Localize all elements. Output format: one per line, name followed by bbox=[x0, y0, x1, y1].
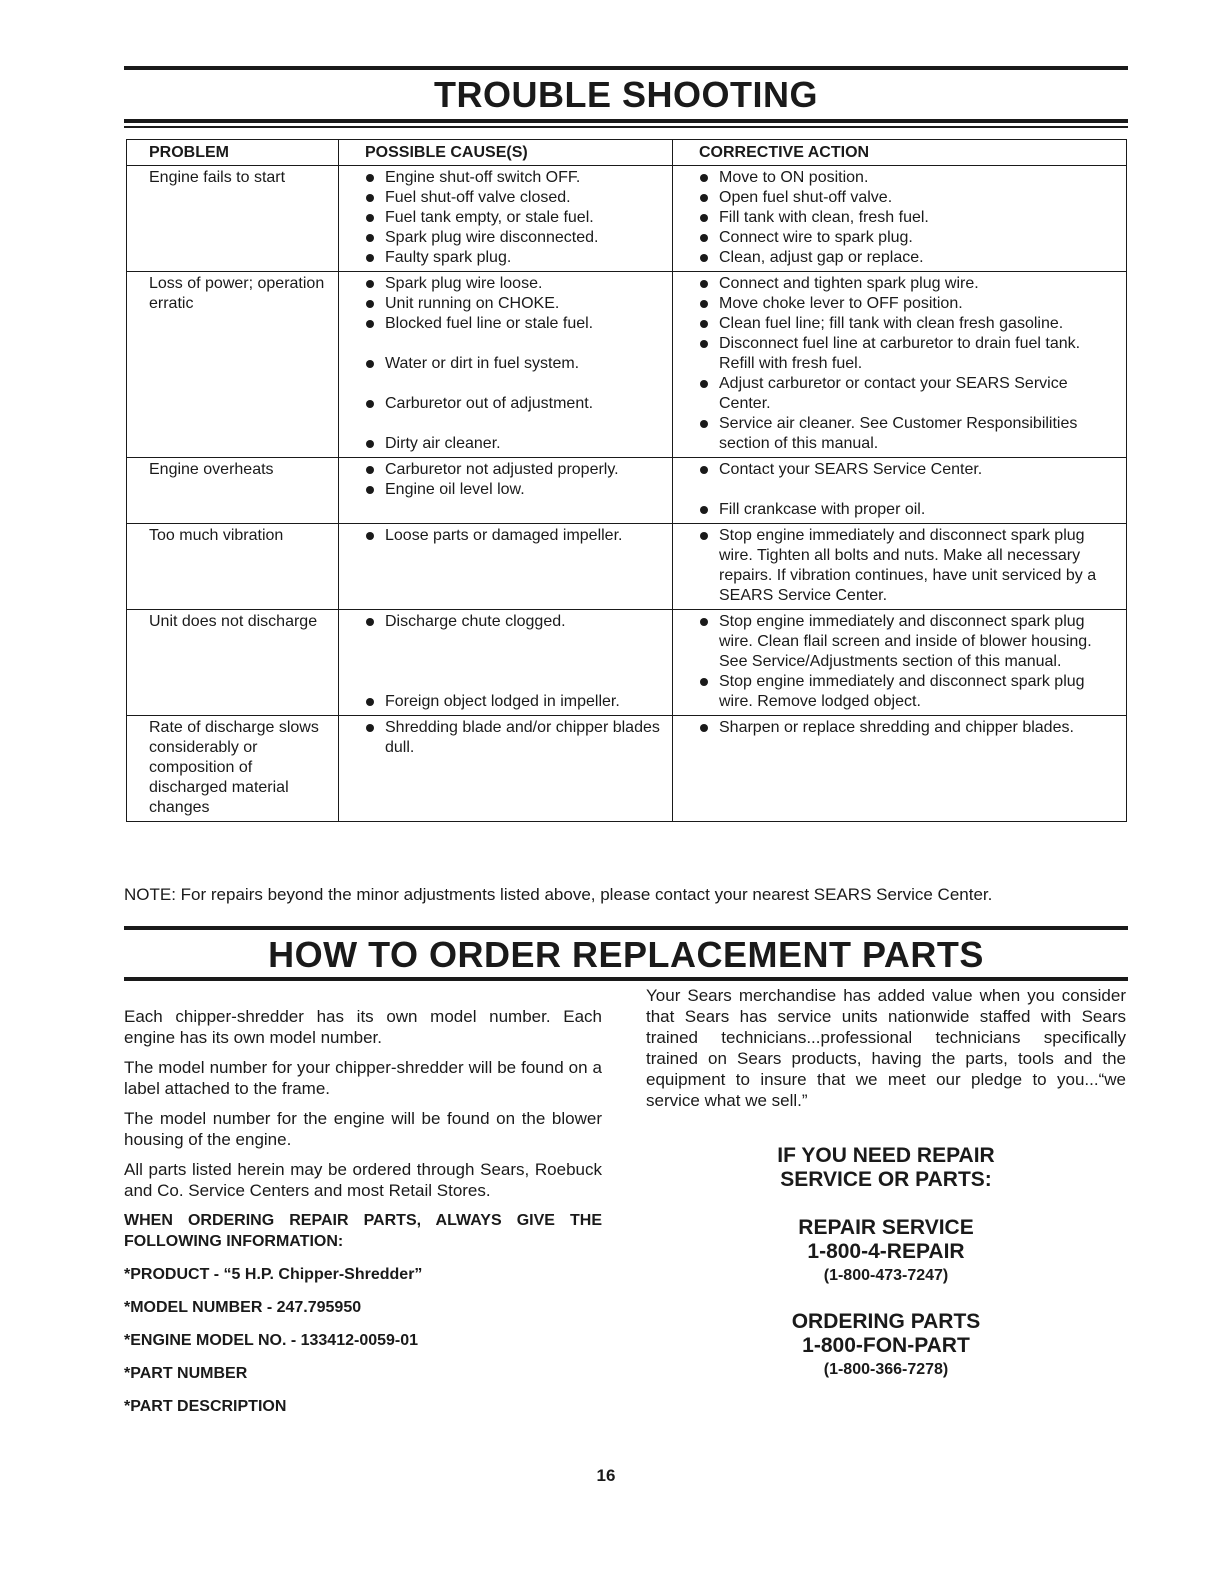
model-label-paragraph: The model number for your chipper-shredder will be found on a label attached to the frame. bbox=[124, 1058, 602, 1098]
page-number: 16 bbox=[596, 1466, 616, 1485]
ts-top-rule bbox=[124, 66, 1128, 70]
actions-cell bbox=[673, 458, 1127, 524]
action-item: Move choke lever to OFF position. bbox=[699, 294, 1120, 314]
ordering-parts-digits: (1-800-366-7278) bbox=[823, 1361, 949, 1378]
ordering-parts-block bbox=[646, 1310, 1126, 1380]
problem-cell: Unit does not discharge bbox=[127, 610, 339, 716]
cause-item: Spark plug wire loose. bbox=[365, 274, 666, 294]
ts-bottom-rule-2 bbox=[124, 126, 1128, 128]
repair-note: NOTE: For repairs beyond the minor adjustments listed above, please contact your nearest SEARS Service Center. bbox=[124, 885, 993, 904]
causes-cell bbox=[339, 458, 673, 524]
cause-item: Blocked fuel line or stale fuel. bbox=[365, 314, 666, 334]
field-part-number: *PART NUMBER bbox=[124, 1365, 248, 1382]
table-row bbox=[127, 524, 1127, 610]
header-possible-causes: POSSIBLE CAUSE(S) bbox=[339, 140, 673, 166]
actions-cell bbox=[673, 610, 1127, 716]
action-item: Clean fuel line; fill tank with clean fresh gasoline. bbox=[699, 314, 1120, 334]
problem-cell: Loss of power; operation erratic bbox=[127, 272, 339, 458]
problem-cell: Engine overheats bbox=[127, 458, 339, 524]
cause-item: Spark plug wire disconnected. bbox=[365, 228, 666, 248]
repair-service-block bbox=[646, 1216, 1126, 1286]
causes-cell bbox=[339, 716, 673, 822]
causes-cell bbox=[339, 524, 673, 610]
action-item: Disconnect fuel line at carburetor to drain fuel tank. Refill with fresh fuel. bbox=[699, 334, 1120, 374]
repair-service-digits: (1-800-473-7247) bbox=[823, 1267, 949, 1284]
action-item: Fill crankcase with proper oil. bbox=[699, 500, 1120, 520]
action-item: Connect wire to spark plug. bbox=[699, 228, 1120, 248]
action-item: Connect and tighten spark plug wire. bbox=[699, 274, 1120, 294]
table-row bbox=[127, 458, 1127, 524]
cause-item: Carburetor not adjusted properly. bbox=[365, 460, 666, 480]
ordering-locations-paragraph: All parts listed herein may be ordered through Sears, Roebuck and Co. Service Centers and most Retail Stores. bbox=[124, 1160, 602, 1200]
op-top-rule bbox=[124, 926, 1128, 930]
troubleshooting-title: TROUBLE SHOOTING bbox=[434, 74, 818, 115]
cause-item: Discharge chute clogged. bbox=[365, 612, 666, 632]
cause-item: Fuel tank empty, or stale fuel. bbox=[365, 208, 666, 228]
action-item: Clean, adjust gap or replace. bbox=[699, 248, 1120, 268]
causes-cell bbox=[339, 272, 673, 458]
ordering-instruction: WHEN ORDERING REPAIR PARTS, ALWAYS GIVE THE FOLLOWING INFORMATION: bbox=[124, 1212, 602, 1250]
problem-cell: Rate of discharge slows considerably or composition of discharged material changes bbox=[127, 716, 339, 822]
action-item: Move to ON position. bbox=[699, 168, 1120, 188]
cause-item: Engine shut-off switch OFF. bbox=[365, 168, 666, 188]
op-bottom-rule bbox=[124, 977, 1128, 981]
action-item: Sharpen or replace shredding and chipper blades. bbox=[699, 718, 1120, 738]
repair-service-number: 1-800-4-REPAIR bbox=[807, 1240, 965, 1263]
repair-heading-line-1: IF YOU NEED REPAIR bbox=[777, 1144, 995, 1167]
actions-cell bbox=[673, 524, 1127, 610]
action-item: Service air cleaner. See Customer Responsibilities section of this manual. bbox=[699, 414, 1120, 454]
actions-cell bbox=[673, 166, 1127, 272]
cause-item: Engine oil level low. bbox=[365, 480, 666, 500]
causes-cell bbox=[339, 166, 673, 272]
table-row bbox=[127, 272, 1127, 458]
sears-service-paragraph: Your Sears merchandise has added value when you consider that Sears has service units nationwide staffed with Sears trained technicians...professional technicians specifically trained on Sears products, having the parts, tools and the equipment to insure that we meet our pledge to you...“we service what we sell.” bbox=[646, 986, 1126, 1110]
table-row bbox=[127, 716, 1127, 822]
ordering-parts-number: 1-800-FON-PART bbox=[802, 1334, 970, 1357]
action-item: Contact your SEARS Service Center. bbox=[699, 460, 1120, 480]
ordering-title: HOW TO ORDER REPLACEMENT PARTS bbox=[268, 934, 984, 975]
table-header-row bbox=[127, 140, 1127, 166]
action-item: Adjust carburetor or contact your SEARS Service Center. bbox=[699, 374, 1120, 414]
repair-service-label: REPAIR SERVICE bbox=[798, 1216, 974, 1239]
cause-item: Dirty air cleaner. bbox=[365, 434, 666, 454]
model-number-paragraph: Each chipper-shredder has its own model number. Each engine has its own model number. bbox=[124, 1007, 602, 1047]
header-problem: PROBLEM bbox=[127, 140, 339, 166]
problem-cell: Engine fails to start bbox=[127, 166, 339, 272]
header-corrective-action: CORRECTIVE ACTION bbox=[673, 140, 1127, 166]
ordering-parts-label: ORDERING PARTS bbox=[791, 1310, 981, 1333]
ordering-right-column bbox=[646, 985, 1126, 1380]
ordering-left-column bbox=[124, 1006, 602, 1429]
field-part-description: *PART DESCRIPTION bbox=[124, 1398, 287, 1415]
ts-bottom-rule bbox=[124, 119, 1128, 123]
cause-item: Loose parts or damaged impeller. bbox=[365, 526, 666, 546]
causes-cell bbox=[339, 610, 673, 716]
cause-item: Unit running on CHOKE. bbox=[365, 294, 666, 314]
field-engine-model: *ENGINE MODEL NO. - 133412-0059-01 bbox=[124, 1332, 419, 1349]
cause-item: Shredding blade and/or chipper blades dull. bbox=[365, 718, 666, 758]
action-item: Open fuel shut-off valve. bbox=[699, 188, 1120, 208]
table-row bbox=[127, 610, 1127, 716]
table-row bbox=[127, 166, 1127, 272]
cause-item: Foreign object lodged in impeller. bbox=[365, 692, 666, 712]
troubleshooting-table bbox=[126, 139, 1127, 822]
actions-cell bbox=[673, 272, 1127, 458]
field-model-number: *MODEL NUMBER - 247.795950 bbox=[124, 1299, 362, 1316]
cause-item: Faulty spark plug. bbox=[365, 248, 666, 268]
cause-item: Carburetor out of adjustment. bbox=[365, 394, 666, 414]
actions-cell bbox=[673, 716, 1127, 822]
cause-item: Water or dirt in fuel system. bbox=[365, 354, 666, 374]
cause-item: Fuel shut-off valve closed. bbox=[365, 188, 666, 208]
action-item: Fill tank with clean, fresh fuel. bbox=[699, 208, 1120, 228]
action-item: Stop engine immediately and disconnect spark plug wire. Clean flail screen and inside of blower housing. See Service/Adjustments section of this manual. bbox=[699, 612, 1120, 672]
action-item: Stop engine immediately and disconnect spark plug wire. Tighten all bolts and nuts. Make all necessary repairs. If vibration continues, have unit serviced by a SEARS Service Center. bbox=[699, 526, 1120, 606]
engine-model-paragraph: The model number for the engine will be found on the blower housing of the engine. bbox=[124, 1109, 602, 1149]
repair-heading-line-2: SERVICE OR PARTS: bbox=[780, 1168, 992, 1191]
problem-cell: Too much vibration bbox=[127, 524, 339, 610]
field-product: *PRODUCT - “5 H.P. Chipper-Shredder” bbox=[124, 1266, 423, 1283]
action-item: Stop engine immediately and disconnect spark plug wire. Remove lodged object. bbox=[699, 672, 1120, 712]
repair-heading bbox=[646, 1144, 1126, 1192]
